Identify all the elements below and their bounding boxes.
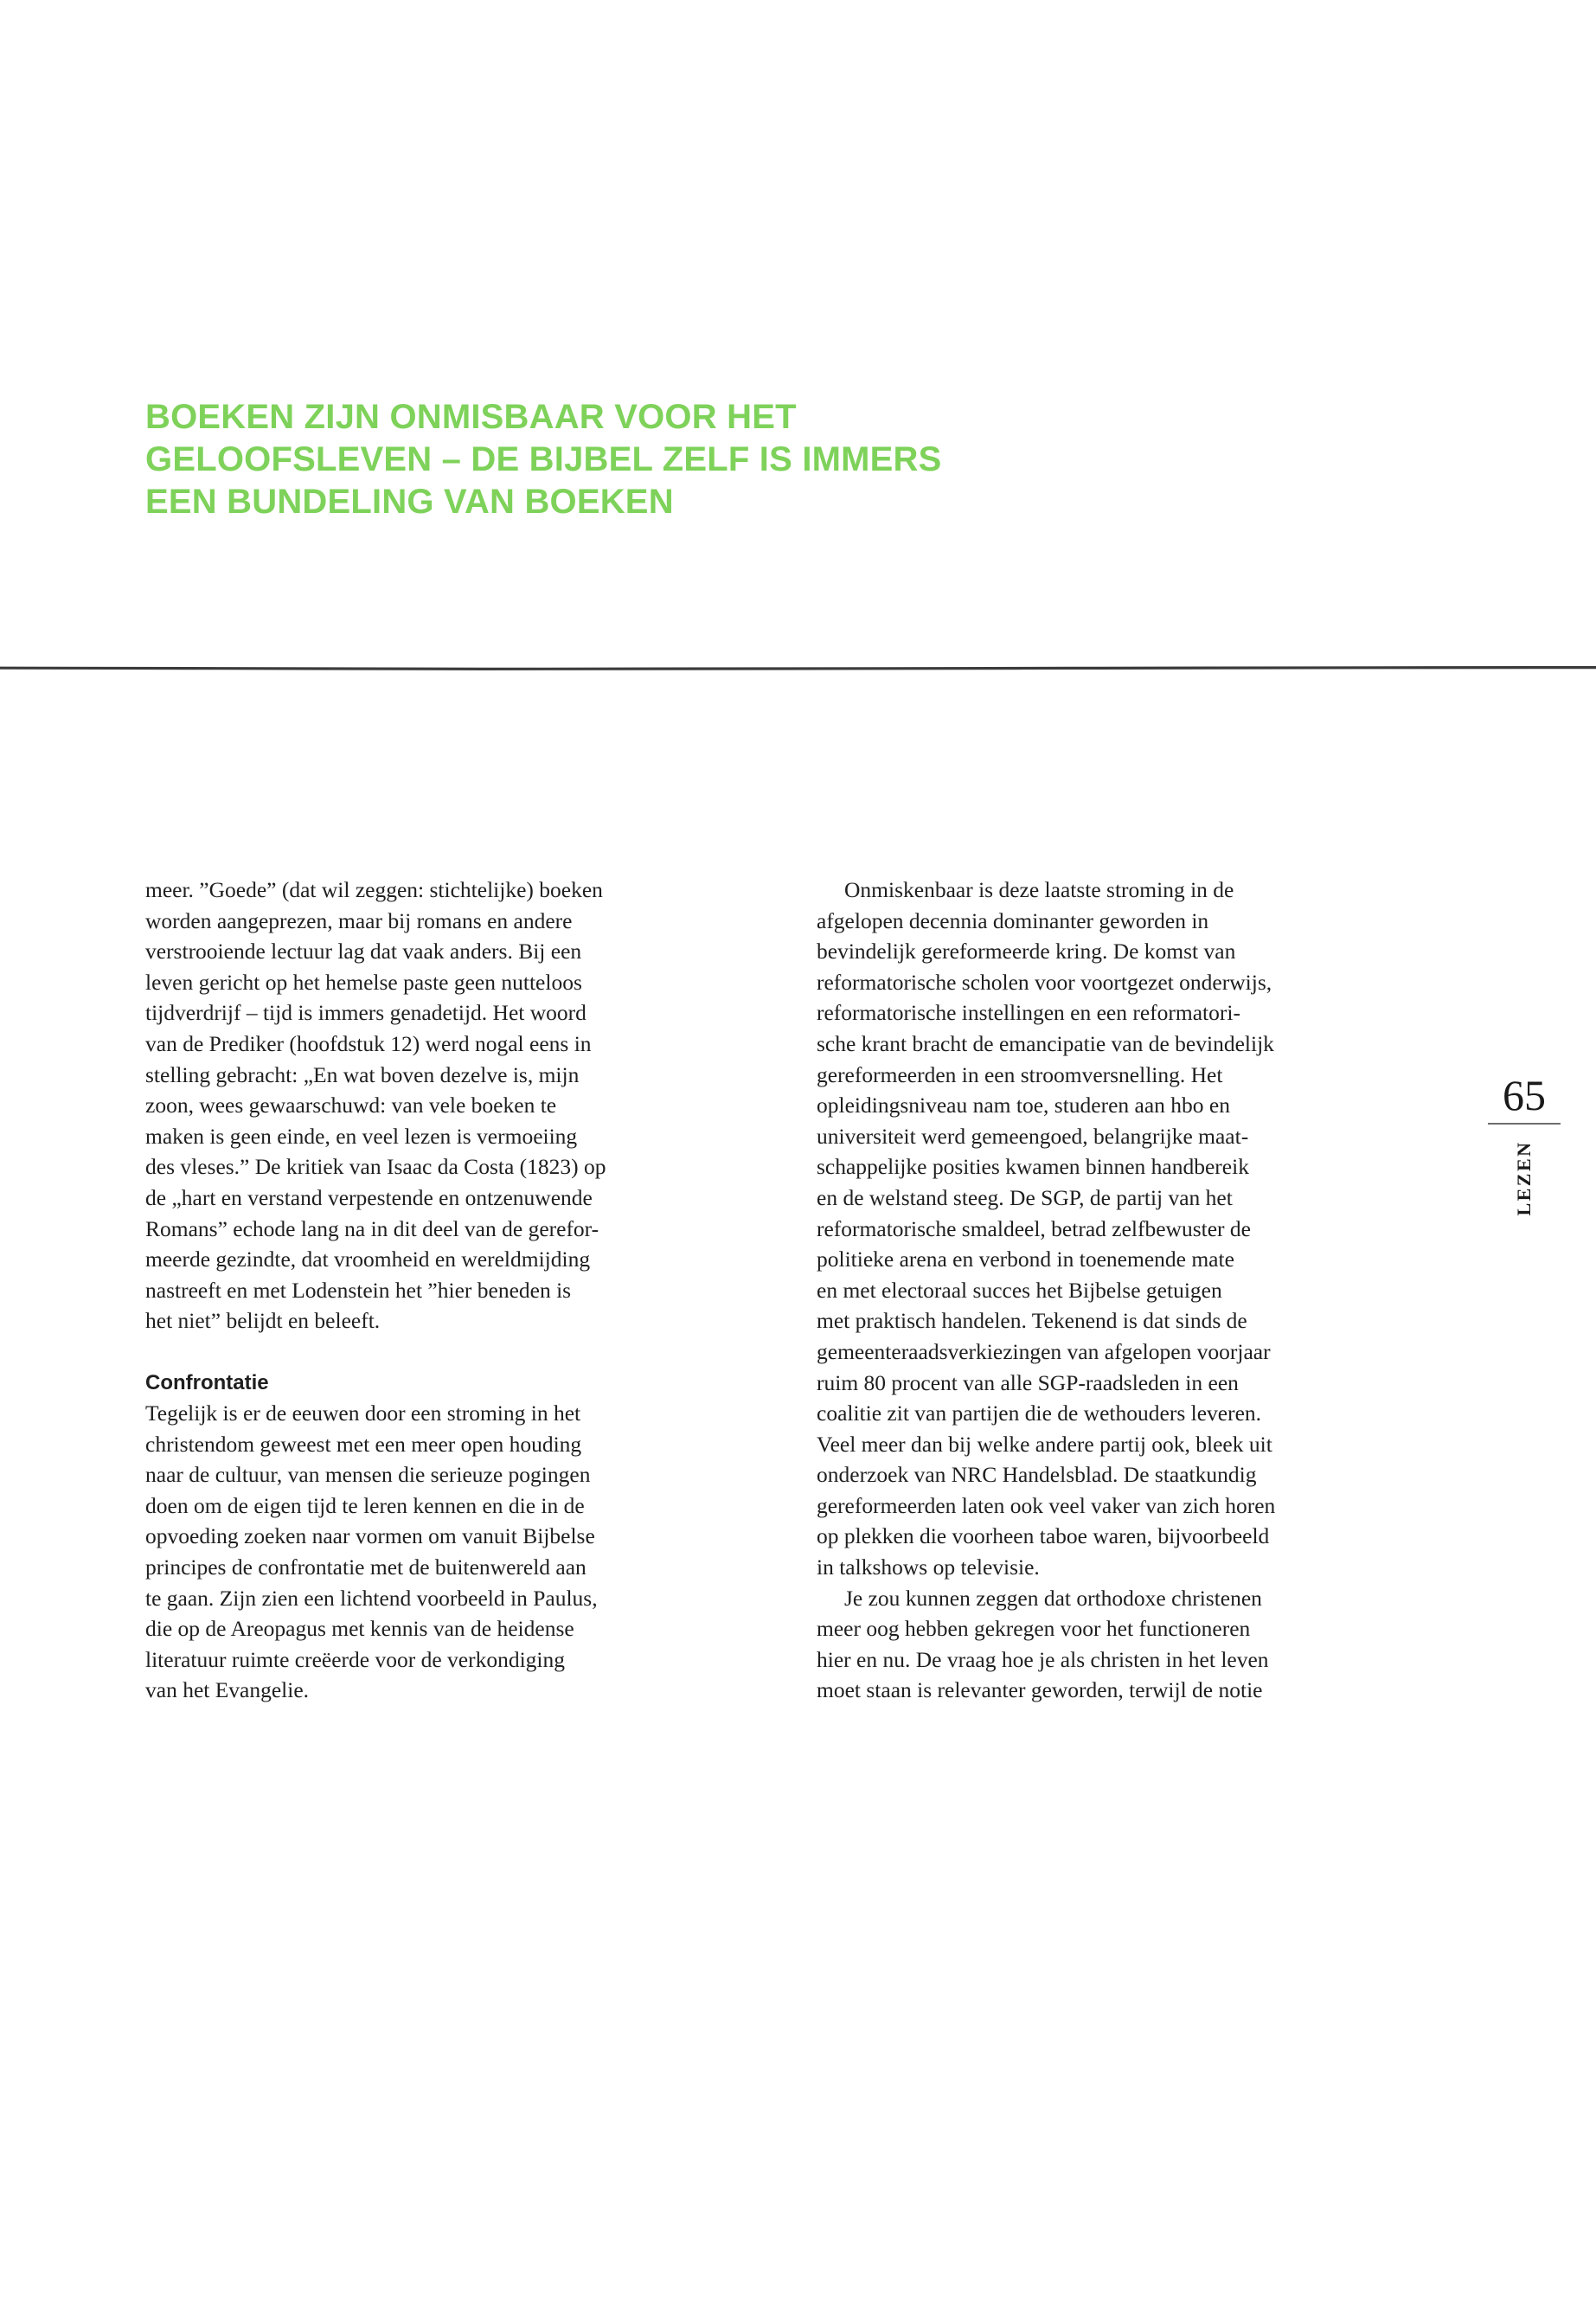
pull-quote <box>145 396 1010 523</box>
text-line: met praktisch handelen. Tekenend is dat sinds de <box>817 1308 1247 1334</box>
text-line: Onmiskenbaar is deze laatste stroming in de <box>844 877 1234 902</box>
pull-quote-line: EEN BUNDELING VAN BOEKEN <box>145 483 674 521</box>
text-line: meerde gezindte, dat vroomheid en wereldmijding <box>145 1247 591 1272</box>
text-line: opleidingsniveau nam toe, studeren aan hbo en <box>817 1093 1230 1118</box>
text-line: tijdverdrijf – tijd is immers genadetijd. Het woord <box>145 1000 586 1026</box>
text-line: te gaan. Zijn zien een lichtend voorbeeld in Paulus, <box>145 1585 598 1611</box>
text-line: zoon, wees gewaarschuwd: van vele boeken te <box>145 1093 557 1118</box>
text-line: des vleses.” De kritiek van Isaac da Costa (1823) op <box>145 1154 606 1180</box>
text-line: meer oog hebben gekregen voor het functioneren <box>817 1616 1251 1642</box>
text-line: christendom geweest met een meer open houding <box>145 1431 582 1457</box>
text-line: afgelopen decennia dominanter geworden in <box>817 907 1209 933</box>
paragraph <box>145 875 682 1336</box>
text-line: gereformeerden in een stroomversnelling. Het <box>817 1061 1223 1087</box>
text-line: bevindelijk gereformeerde kring. De komst van <box>817 939 1236 965</box>
pull-quote-line: BOEKEN ZIJN ONMISBAAR VOOR HET <box>145 398 797 436</box>
text-line: het niet” belijdt en beleeft. <box>145 1308 381 1334</box>
text-line: Tegelijk is er de eeuwen door een stroming in het <box>145 1400 581 1426</box>
paragraph <box>145 1398 682 1706</box>
folio-divider <box>1488 1123 1561 1125</box>
text-line: reformatorische smaldeel, betrad zelfbewuster de <box>817 1215 1251 1241</box>
text-line: stelling gebracht: „En wat boven dezelve is, mijn <box>145 1061 580 1087</box>
subheading: Confrontatie <box>145 1370 269 1394</box>
right-column <box>817 875 1353 1706</box>
pull-quote-line: GELOOFSLEVEN – DE BIJBEL ZELF IS IMMERS <box>145 440 942 478</box>
text-line: de „hart en verstand verpestende en ontzenuwende <box>145 1184 593 1210</box>
text-line: opvoeding zoeken naar vormen om vanuit Bijbelse <box>145 1523 595 1549</box>
paragraph <box>817 1583 1353 1706</box>
text-line: van het Evangelie. <box>145 1677 310 1703</box>
text-line: gemeenteraadsverkiezingen van afgelopen voorjaar <box>817 1338 1271 1364</box>
text-line: meer. ”Goede” (dat wil zeggen: stichtelijke) boeken <box>145 877 603 902</box>
text-line: maken is geen einde, en veel lezen is vermoeiing <box>145 1123 578 1149</box>
paragraph <box>817 875 1353 1583</box>
text-line: in talkshows op televisie. <box>817 1554 1040 1580</box>
text-line: die op de Areopagus met kennis van de heidense <box>145 1616 574 1642</box>
text-line: literatuur ruimte creëerde voor de verkondiging <box>145 1646 566 1672</box>
text-line: worden aangeprezen, maar bij romans en andere <box>145 907 573 933</box>
text-line: politieke arena en verbond in toenemende mate <box>817 1247 1234 1272</box>
text-line: moet staan is relevanter geworden, terwijl de notie <box>817 1677 1263 1703</box>
page-number: 65 <box>1503 1071 1546 1119</box>
text-line: gereformeerden laten ook veel vaker van zich horen <box>817 1492 1276 1518</box>
text-line: nastreeft en met Lodenstein het ”hier beneden is <box>145 1277 572 1303</box>
horizontal-divider <box>0 664 1596 673</box>
text-line: coalitie zit van partijen die de wethouders leveren. <box>817 1400 1262 1426</box>
text-line: en de welstand steeg. De SGP, de partij van het <box>817 1184 1233 1210</box>
text-line: leven gericht op het hemelse paste geen nutteloos <box>145 969 582 995</box>
text-line: sche krant bracht de emancipatie van de bevindelijk <box>817 1030 1274 1056</box>
text-line: universiteit werd gemeengoed, belangrijke maat- <box>817 1123 1249 1149</box>
text-line: op plekken die voorheen taboe waren, bijvoorbeeld <box>817 1523 1270 1549</box>
text-line: reformatorische instellingen en een reformatori- <box>817 1000 1240 1026</box>
text-line: van de Prediker (hoofdstuk 12) werd nogal eens in <box>145 1030 592 1056</box>
text-line: verstrooiende lectuur lag dat vaak anders. Bij een <box>145 939 582 965</box>
text-line: Romans” echode lang na in dit deel van de gerefor- <box>145 1215 599 1241</box>
text-line: schappelijke posities kwamen binnen handbereik <box>817 1154 1249 1180</box>
text-line: principes de confrontatie met de buitenwereld aan <box>145 1554 586 1580</box>
text-line: ruim 80 procent van alle SGP-raadsleden in een <box>817 1369 1239 1395</box>
text-line: onderzoek van NRC Handelsblad. De staatkundig <box>817 1462 1257 1488</box>
text-line: en met electoraal succes het Bijbelse getuigen <box>817 1277 1222 1303</box>
folio <box>1488 1073 1561 1135</box>
text-line: doen om de eigen tijd te leren kennen en die in de <box>145 1492 585 1518</box>
left-column <box>145 875 682 1706</box>
text-line: Veel meer dan bij welke andere partij ook, bleek uit <box>817 1431 1272 1457</box>
text-line: Je zou kunnen zeggen dat orthodoxe christenen <box>844 1585 1262 1611</box>
text-line: reformatorische scholen voor voortgezet onderwijs, <box>817 969 1272 995</box>
text-line: hier en nu. De vraag hoe je als christen in het leven <box>817 1646 1269 1672</box>
text-line: naar de cultuur, van mensen die serieuze pogingen <box>145 1462 591 1488</box>
section-label: LEZEN <box>1513 1140 1535 1216</box>
paragraph-spacer <box>145 1336 682 1368</box>
